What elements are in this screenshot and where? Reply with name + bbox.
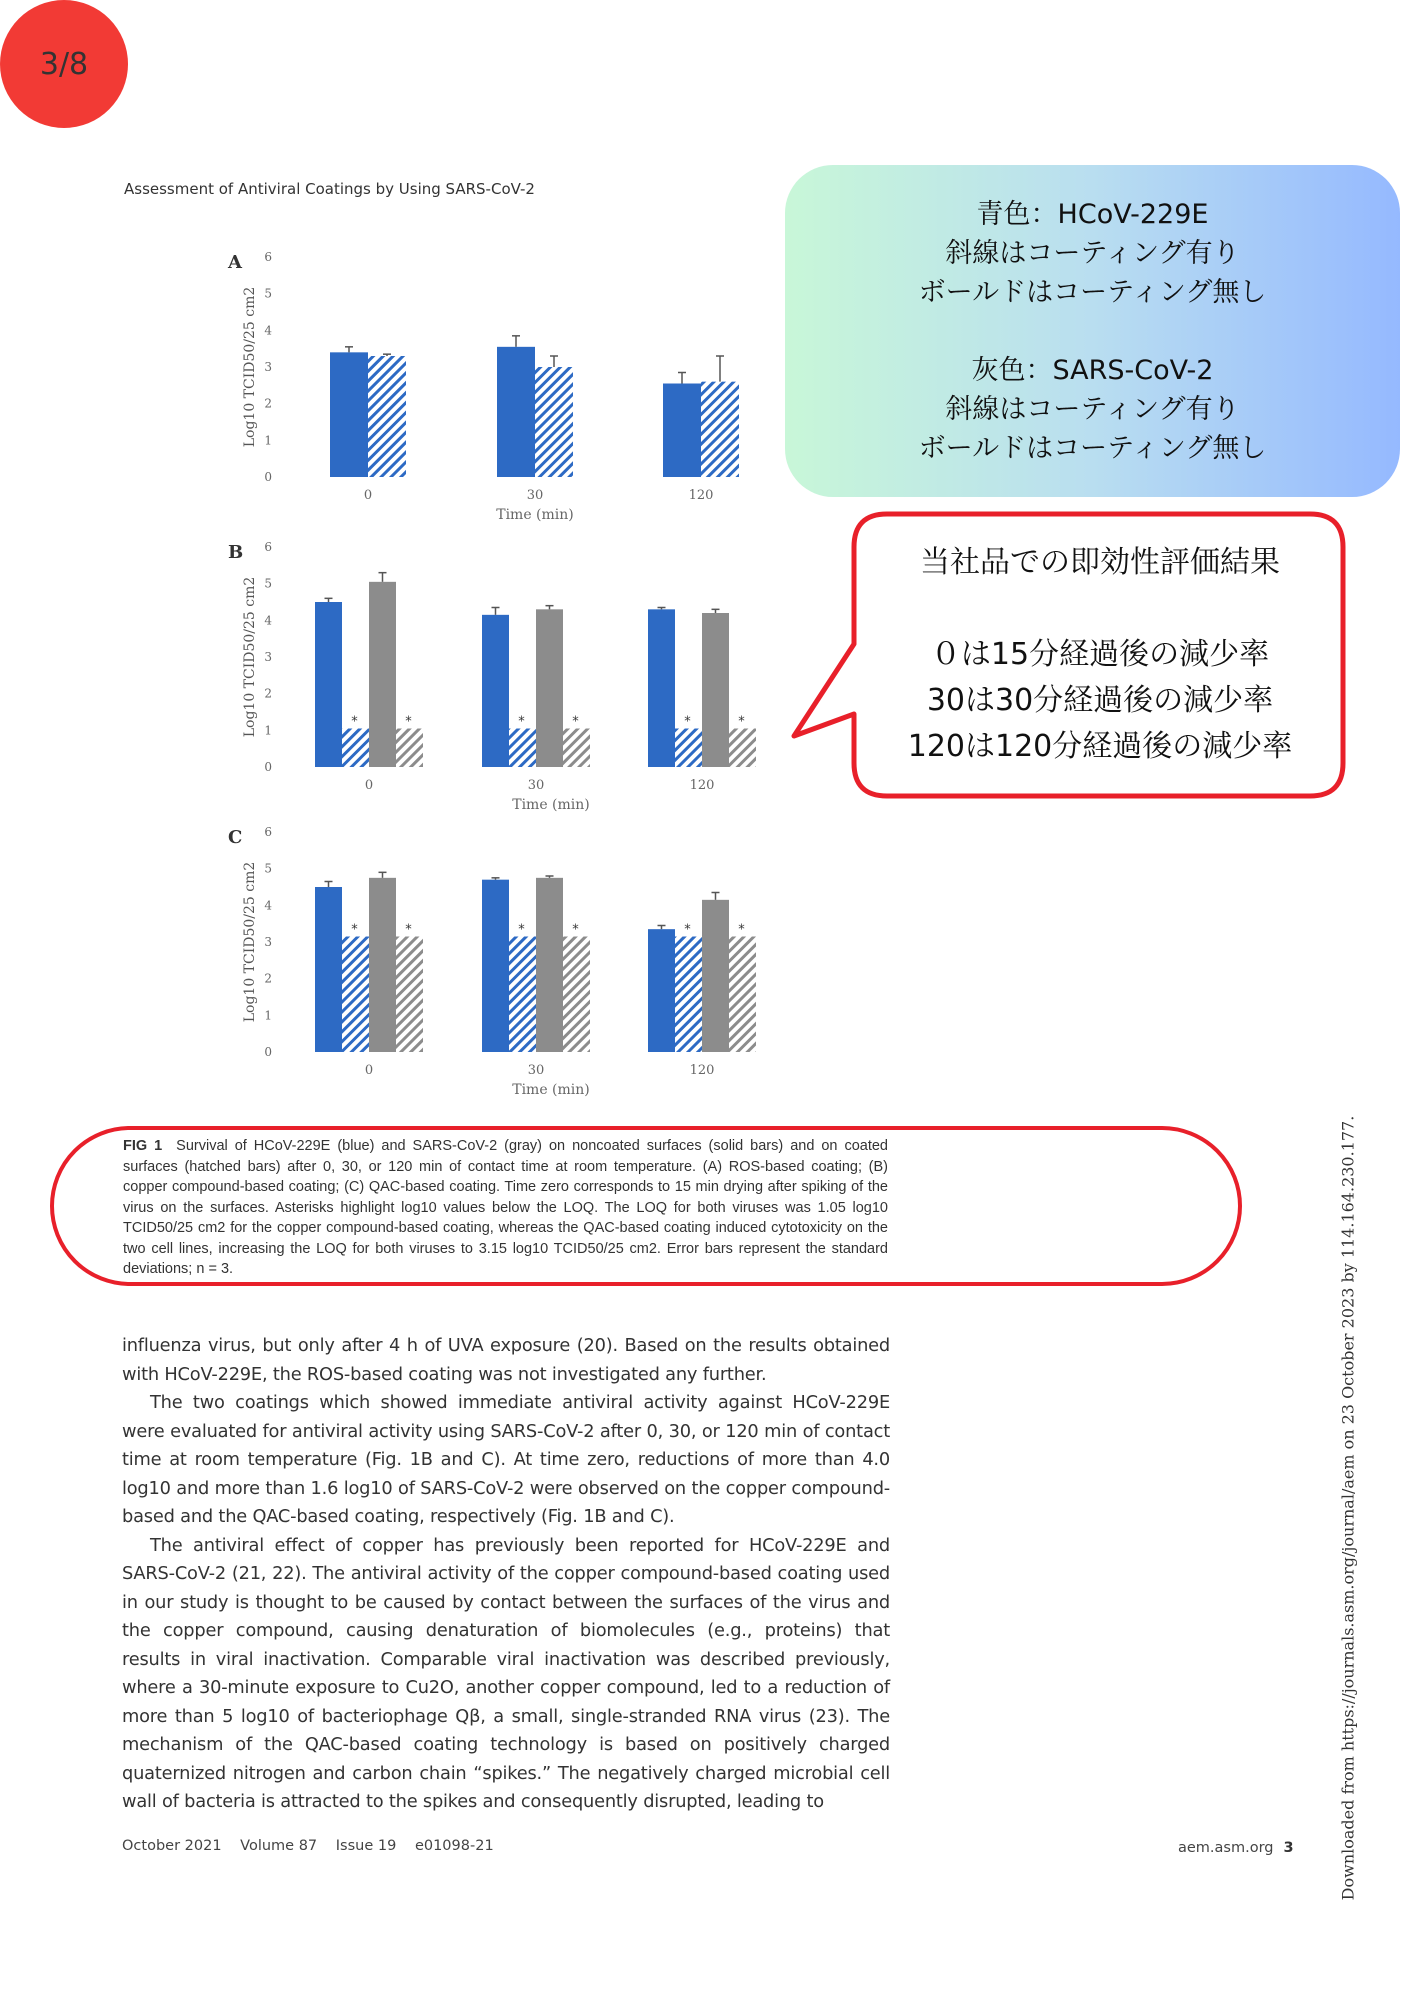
bar [729,729,756,768]
bar [536,878,563,1052]
page-number: 3 [1283,1840,1294,1856]
asterisk-label: * [738,714,745,730]
asterisk-label: * [572,922,579,938]
bar [509,729,536,768]
bar [702,900,729,1052]
download-notice-text: Downloaded from https://journals.asm.org/journal/aem on 23 October 2023 by 114.164.230.177. [1338,1115,1358,1900]
bar [563,729,590,768]
y-tick-label: 3 [264,650,272,664]
bar [482,880,509,1052]
x-tick-label: 120 [689,778,715,793]
bar [342,937,369,1053]
y-axis-label: Log10 TCID50/25 cm2 [242,576,258,738]
x-tick-label: 120 [689,1063,715,1078]
download-notice [1336,1115,1360,1900]
figure-caption [123,1136,888,1280]
y-tick-label: 5 [264,861,272,876]
x-tick-label: 30 [527,778,545,793]
panel-letter: A [228,252,242,273]
result-callout [790,512,1345,798]
y-tick-label: 1 [264,1008,272,1023]
asterisk-label: * [684,922,691,938]
asterisk-label: * [518,714,525,730]
bar [369,878,396,1052]
bar [315,602,342,767]
legend-note-line: 斜線はコーティング有り [945,393,1240,425]
asterisk-label: * [738,922,745,938]
page-badge: 3/8 [0,0,128,128]
x-tick-label: 0 [364,778,374,793]
y-tick-label: 0 [264,760,272,774]
y-tick-label: 6 [264,250,272,264]
bar [648,929,675,1052]
footer-volume: Volume 87 [240,1838,318,1854]
legend-note-line: 斜線はコーティング有り [945,237,1240,269]
body-text [122,1332,890,1817]
footer-site-link[interactable]: aem.asm.org [1178,1840,1274,1856]
bar [675,937,702,1053]
bar [701,382,739,477]
legend-note-line: ボールドはコーティング無し [918,432,1267,464]
bar [509,937,536,1053]
body-paragraph: The antiviral effect of copper has previously been reported for HCoV-229E and SARS-CoV-2 (21, 22). The antiviral activity of the copper compound-based coating used in our study is thought to be caused by contact between the surfaces of the virus and the copper compound, causing denaturation of biomolecules (e.g., proteins) that results in viral inactivation. Comparable viral inactivation was described previously, where a 30-minute exposure to Cu2O, another copper compound, led to a reduction of more than 5 log10 of bacteriophage Qβ, a small, single-stranded RNA virus (23). The mechanism of the QAC-based coating technology is based on positively charged quaternized nitrogen and carbon chain “spikes.” The negatively charged microbial cell wall of bacteria is attracted to the spikes and consequently disrupted, leading to [122,1534,890,1812]
x-axis-label: Time (min) [512,797,590,813]
bar [563,937,590,1053]
asterisk-label: * [518,922,525,938]
y-tick-label: 2 [264,396,272,411]
y-tick-label: 1 [264,433,272,448]
panel-a [220,240,714,540]
bar [369,582,396,767]
y-tick-label: 6 [264,540,272,554]
panel-b [220,530,745,830]
callout-title: 当社品での即効性評価結果 [920,545,1280,580]
footer-article: e01098-21 [414,1838,494,1854]
x-tick-label: 30 [526,488,544,503]
legend-note-line: ボールドはコーティング無し [918,276,1267,308]
y-tick-label: 5 [264,576,272,591]
bar [396,729,423,768]
y-tick-label: 2 [264,971,272,986]
callout-line: 30は30分経過後の減少率 [926,683,1274,718]
bar [536,609,563,767]
bar [482,615,509,767]
x-tick-label: 0 [363,488,373,503]
asterisk-label: * [351,922,358,938]
footer-issue: Issue 19 [335,1838,397,1854]
callout-line: 120は120分経過後の減少率 [907,729,1293,764]
body-paragraph: influenza virus, but only after 4 h of UVA exposure (20). Based on the results obtained with HCoV-229E, the ROS-based coating was not investigated any further. [122,1335,890,1385]
bar [729,937,756,1053]
legend-note-line: 灰色：SARS-CoV-2 [971,354,1214,386]
asterisk-label: * [684,714,691,730]
y-tick-label: 1 [264,723,272,738]
legend-note [785,165,1400,497]
asterisk-label: * [351,714,358,730]
running-head: Assessment of Antiviral Coatings by Using SARS-CoV-2 [124,180,535,198]
asterisk-label: * [405,714,412,730]
x-tick-label: 30 [527,1063,545,1078]
bar [396,937,423,1053]
footer-citation [122,1838,508,1854]
body-paragraph: The two coatings which showed immediate antiviral activity against HCoV-229E were evaluated for antiviral activity using SARS-CoV-2 after 0, 30, or 120 min of contact time at room temperature (Fig. 1B and C). At time zero, reductions of more than 4.0 log10 and more than 1.6 log10 of SARS-CoV-2 were observed on the copper compound-based and the QAC-based coating, respectively (Fig. 1B and C). [122,1392,890,1527]
bar [535,367,573,477]
panel-c [220,815,745,1115]
bar [648,609,675,767]
y-tick-label: 3 [264,935,272,949]
y-tick-label: 3 [264,360,272,374]
asterisk-label: * [405,922,412,938]
y-tick-label: 6 [264,825,272,839]
legend-note-line: 青色：HCoV-229E [976,198,1209,230]
callout-line: ０は15分経過後の減少率 [930,637,1270,672]
y-axis-label: Log10 TCID50/25 cm2 [242,861,258,1023]
bar [497,347,535,477]
y-axis-label: Log10 TCID50/25 cm2 [242,286,258,448]
bar [368,356,406,477]
panel-letter: C [228,827,243,848]
y-tick-label: 0 [264,1045,272,1059]
y-tick-label: 4 [264,898,272,913]
x-axis-label: Time (min) [512,1082,590,1098]
panel-letter: B [228,542,244,563]
bar [342,729,369,768]
bar [315,887,342,1052]
asterisk-label: * [572,714,579,730]
x-tick-label: 120 [688,488,714,503]
y-tick-label: 2 [264,686,272,701]
bar [330,352,368,477]
y-tick-label: 0 [264,470,272,484]
bar [675,729,702,768]
x-axis-label: Time (min) [496,507,574,523]
caption-text: Survival of HCoV-229E (blue) and SARS-CoV-2 (gray) on noncoated surfaces (solid bars) and on coated surfaces (hatched bars) after 0, 30, or 120 min of contact time at room temperature. (A) ROS-based coating; (B) copper compound-based coating; (C) QAC-based coating. Time zero corresponds to 15 min drying after spiking of the virus on the surfaces. Asterisks highlight log10 values below the LOQ. The LOQ for both viruses was 1.05 log10 TCID50/25 cm2 for the copper compound-based coating, whereas the QAC-based coating induced cytotoxicity on the two cell lines, increasing the LOQ for both viruses to 3.15 log10 TCID50/25 cm2. Error bars represent the standard deviations; n = 3. [123,1138,889,1277]
x-tick-label: 0 [364,1063,374,1078]
caption-label: FIG 1 [123,1138,163,1154]
y-tick-label: 4 [264,323,272,338]
footer-date: October 2021 [122,1838,222,1854]
bar [663,384,701,478]
footer-site [1178,1840,1294,1856]
y-tick-label: 4 [264,613,272,628]
bar [702,613,729,767]
y-tick-label: 5 [264,286,272,301]
